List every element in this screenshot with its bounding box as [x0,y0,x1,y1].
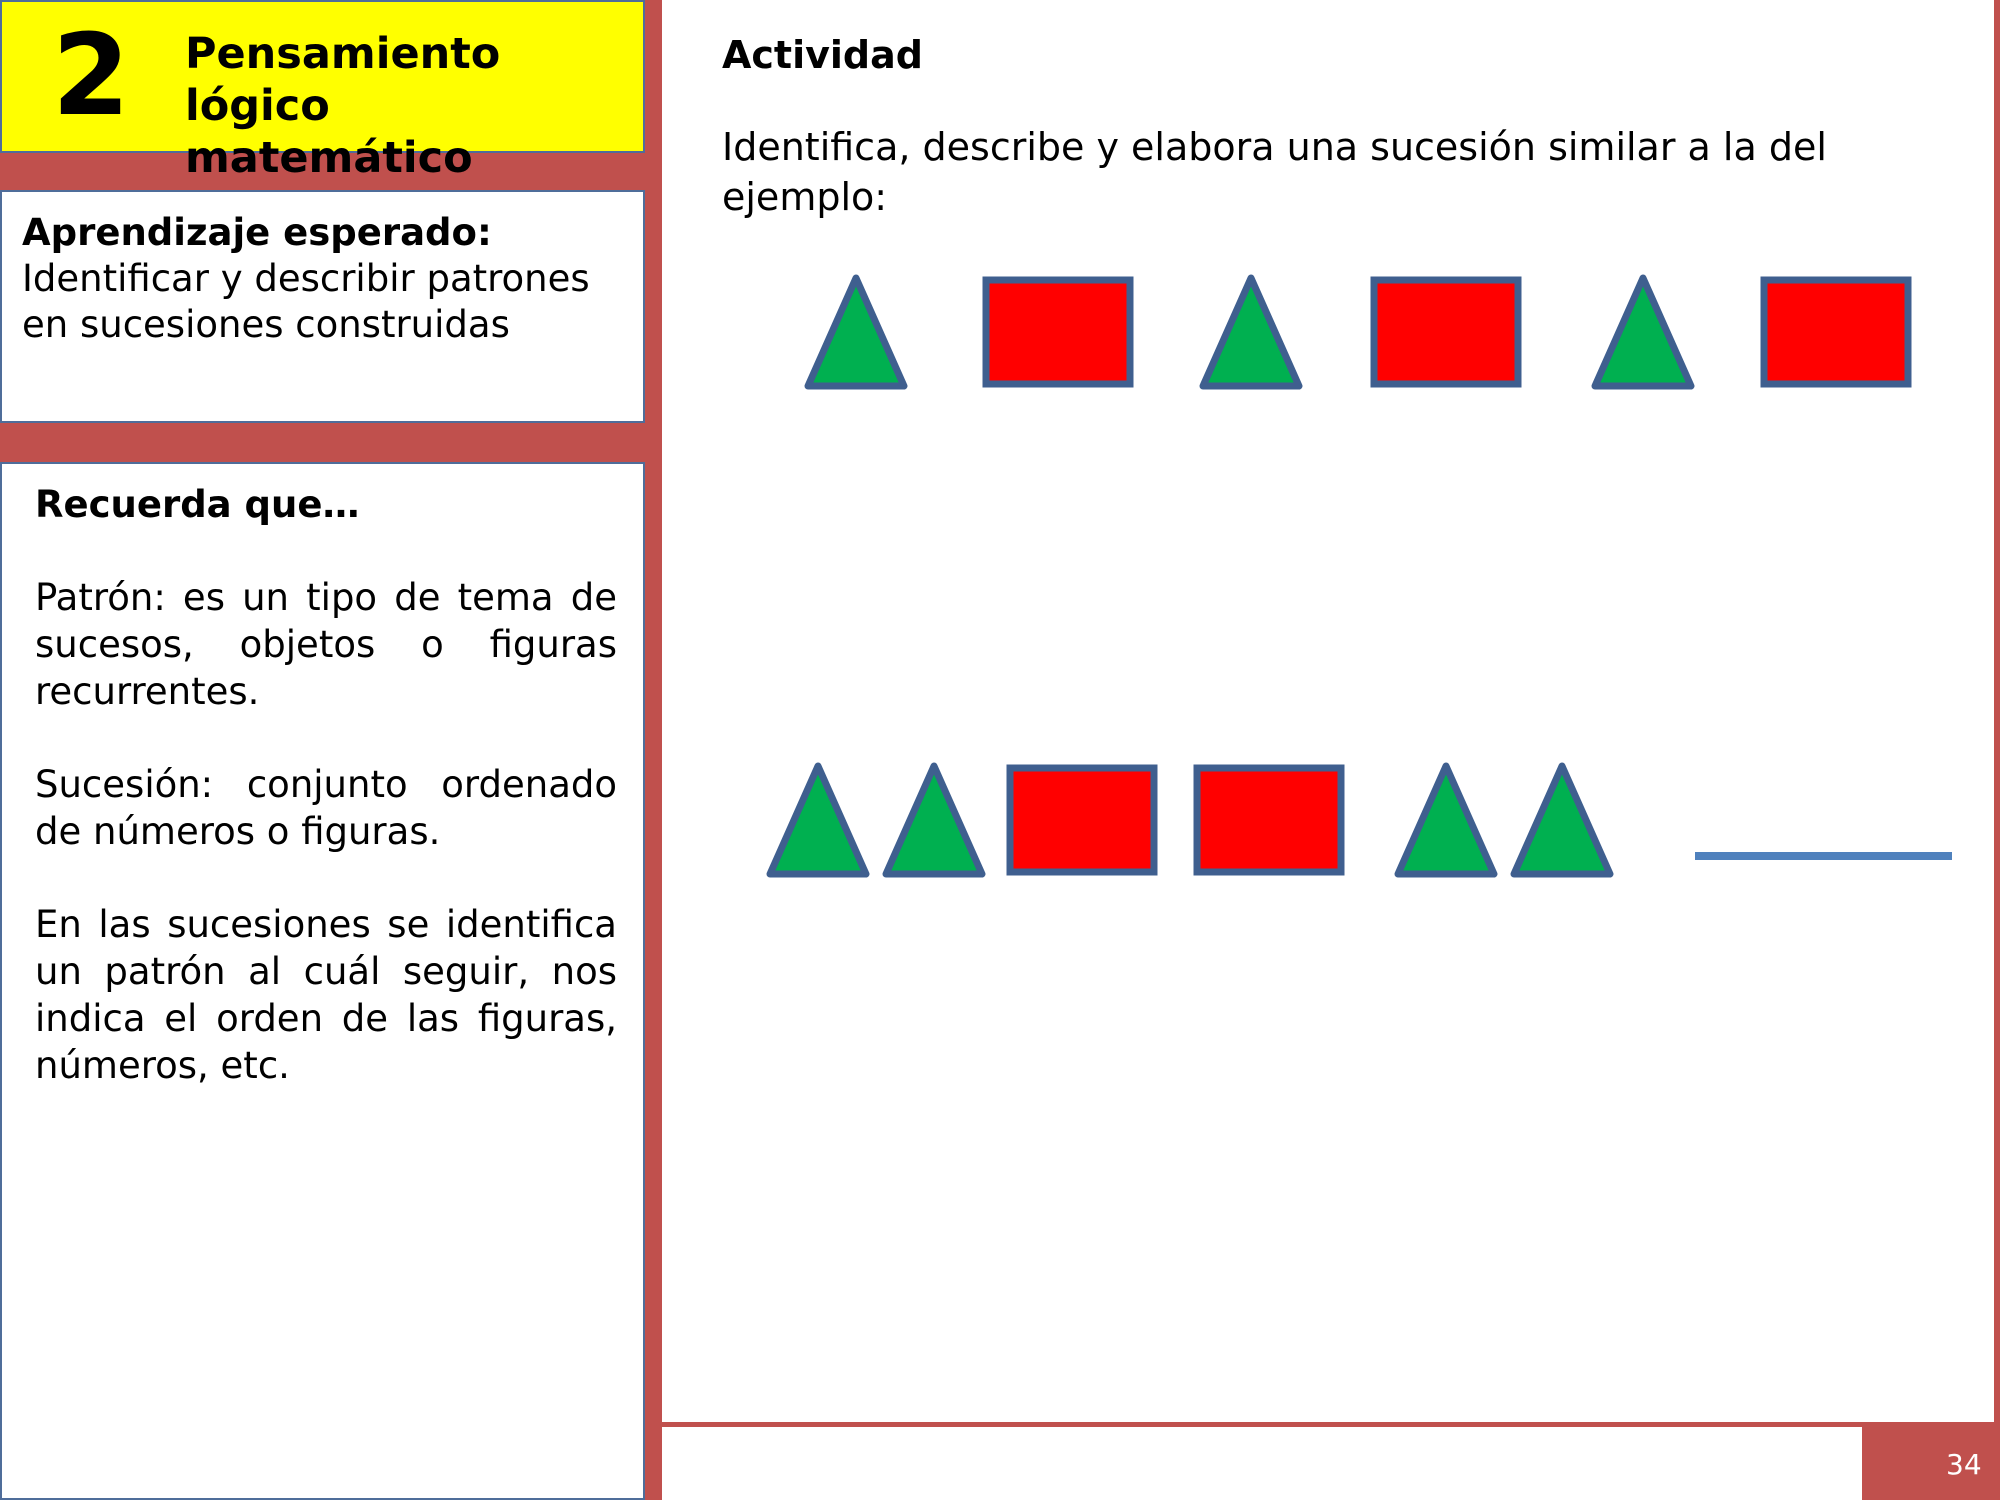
unit-title: Pensamiento lógico matemático [185,29,501,183]
triangle-shape [770,766,866,874]
example-sequence [808,278,1908,386]
square-shape [1197,768,1341,872]
triangle-shape [808,278,904,386]
exercise-sequence [770,766,1952,874]
triangle-shape [1203,278,1299,386]
reminder-label: Recuerda que… [35,483,360,526]
reminder-paragraph-pattern: Patrón: es un tipo de tema de sucesos, objetos o figuras recurrentes. [35,576,617,713]
triangle-shape [1514,766,1610,874]
page-number: 34 [1946,1448,1982,1481]
square-shape [1764,280,1908,384]
triangle-shape [1595,278,1691,386]
square-shape [986,280,1130,384]
activity-instruction: Identifica, describe y elabora una sucesión similar a la del ejemplo: [722,125,1827,219]
unit-number: 2 [52,11,130,141]
reminder-paragraph-order: En las sucesiones se identifica un patrón al cuál seguir, nos indica el orden de las figuras, números, etc. [35,903,617,1087]
expected-learning-text: Identificar y describir patrones en sucesiones construidas [22,257,590,346]
activity-title: Actividad [722,33,923,77]
square-shape [1010,768,1154,872]
reminder-paragraph-sequence: Sucesión: conjunto ordenado de números o figuras. [35,763,617,853]
square-shape [1374,280,1518,384]
expected-learning-label: Aprendizaje esperado: [22,211,492,254]
triangle-shape [886,766,982,874]
triangle-shape [1398,766,1494,874]
